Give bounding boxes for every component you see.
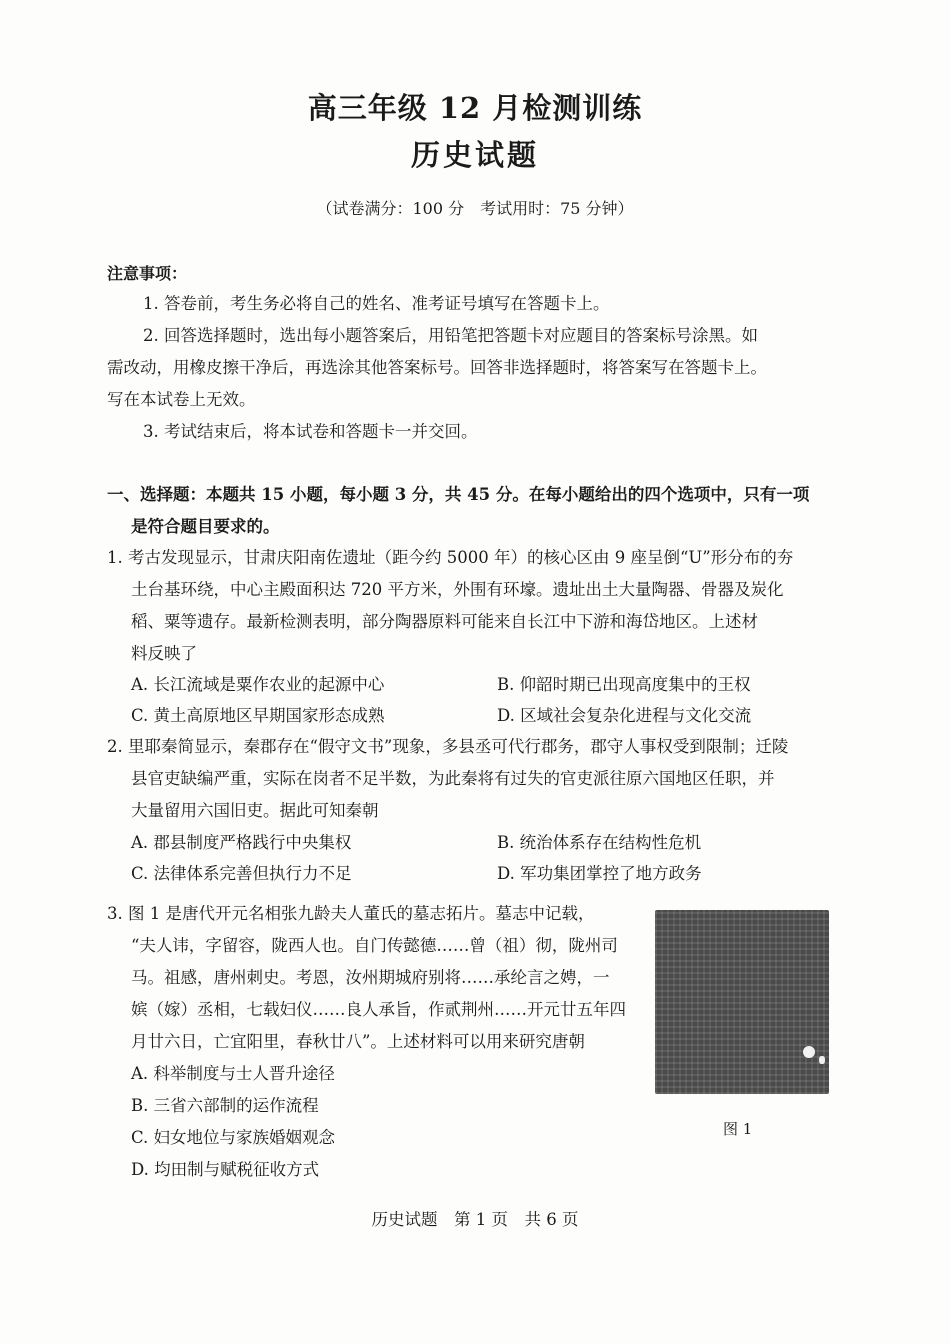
exam-subject-title: 历史试题 (410, 138, 539, 172)
epitaph-rubbing-image (655, 910, 829, 1094)
q1-option-b: B. 仰韶时期已出现高度集中的王权 (497, 675, 751, 694)
exam-score-time: （试卷满分：100 分 考试用时：75 分钟） (316, 199, 634, 218)
question-3-line: 马。祖感，唐州刺史。考恩，汝州期城府别将……承纶言之娉，一 (131, 968, 610, 987)
q1-option-d: D. 区域社会复杂化进程与文化交流 (497, 706, 752, 725)
q2-option-a: A. 郡县制度严格践行中央集权 (131, 833, 352, 852)
question-2-line: 大量留用六国旧吏。据此可知秦朝 (131, 801, 379, 820)
question-1-line: 土台基环绕，中心主殿面积达 720 平方米，外围有环壕。遗址出土大量陶器、骨器及炭化 (131, 580, 784, 599)
question-3-line: 月廿六日，亡宜阳里，春秋廿八”。上述材料可以用来研究唐朝 (131, 1032, 585, 1051)
question-1-line: 稻、粟等遗存。最新检测表明，部分陶器原料可能来自长江中下游和海岱地区。上述材 (131, 612, 758, 631)
q1-option-a: A. 长江流域是粟作农业的起源中心 (131, 675, 385, 694)
q2-option-b: B. 统治体系存在结构性危机 (497, 833, 702, 852)
notice-line: 3. 考试结束后，将本试卷和答题卡一并交回。 (143, 422, 478, 441)
question-1-line: 1. 考古发现显示，甘肃庆阳南佐遗址（距今约 5000 年）的核心区由 9 座呈倒“U”形分布的夯 (107, 548, 794, 567)
page-footer: 历史试题 第 1 页 共 6 页 (371, 1210, 579, 1229)
notice-line: 2. 回答选择题时，选出每小题答案后，用铅笔把答题卡对应题目的答案标号涂黑。如 (143, 326, 758, 345)
q2-option-d: D. 军功集团掌控了地方政务 (497, 864, 702, 883)
rubbing-damage-spot (803, 1046, 815, 1058)
q1-option-c: C. 黄土高原地区早期国家形态成熟 (131, 706, 385, 725)
question-2-line: 县官吏缺编严重，实际在岗者不足半数，为此秦将有过失的官吏派往原六国地区任职，并 (131, 769, 775, 788)
question-3-line: 3. 图 1 是唐代开元名相张九龄夫人董氏的墓志拓片。墓志中记载， (107, 904, 595, 923)
exam-title: 高三年级 12 月检测训练 (307, 91, 643, 125)
question-3-line: 嫔（嫁）丞相，七载妇仪……良人承旨，作贰荆州……开元廿五年四 (131, 1000, 626, 1019)
question-1-line: 料反映了 (131, 644, 197, 663)
section-heading: 一、选择题：本题共 15 小题，每小题 3 分，共 45 分。在每小题给出的四个选项中，只有一项 (107, 485, 810, 504)
q3-option-b: B. 三省六部制的运作流程 (131, 1096, 319, 1115)
notice-line: 需改动，用橡皮擦干净后，再选涂其他答案标号。回答非选择题时，将答案写在答题卡上。 (107, 358, 767, 377)
q3-option-c: C. 妇女地位与家族婚姻观念 (131, 1128, 336, 1147)
rubbing-texture (655, 910, 829, 1094)
q3-option-a: A. 科举制度与士人晋升途径 (131, 1064, 335, 1083)
q3-option-d: D. 均田制与赋税征收方式 (131, 1160, 320, 1179)
section-heading-cont: 是符合题目要求的。 (131, 517, 280, 536)
notice-heading: 注意事项： (107, 264, 188, 283)
notice-line: 1. 答卷前，考生务必将自己的姓名、准考证号填写在答题卡上。 (143, 294, 610, 313)
question-2-line: 2. 里耶秦简显示，秦郡存在“假守文书”现象，多县丞可代行郡务，郡守人事权受到限制；迁陵 (107, 737, 789, 756)
question-3-line: “夫人讳，字留容，陇西人也。自门传懿德……曾（祖）彻，陇州司 (131, 936, 618, 955)
q2-option-c: C. 法律体系完善但执行力不足 (131, 864, 352, 883)
rubbing-damage-spot (819, 1056, 825, 1064)
notice-line: 写在本试卷上无效。 (107, 390, 256, 409)
figure-caption: 图 1 (723, 1120, 753, 1138)
